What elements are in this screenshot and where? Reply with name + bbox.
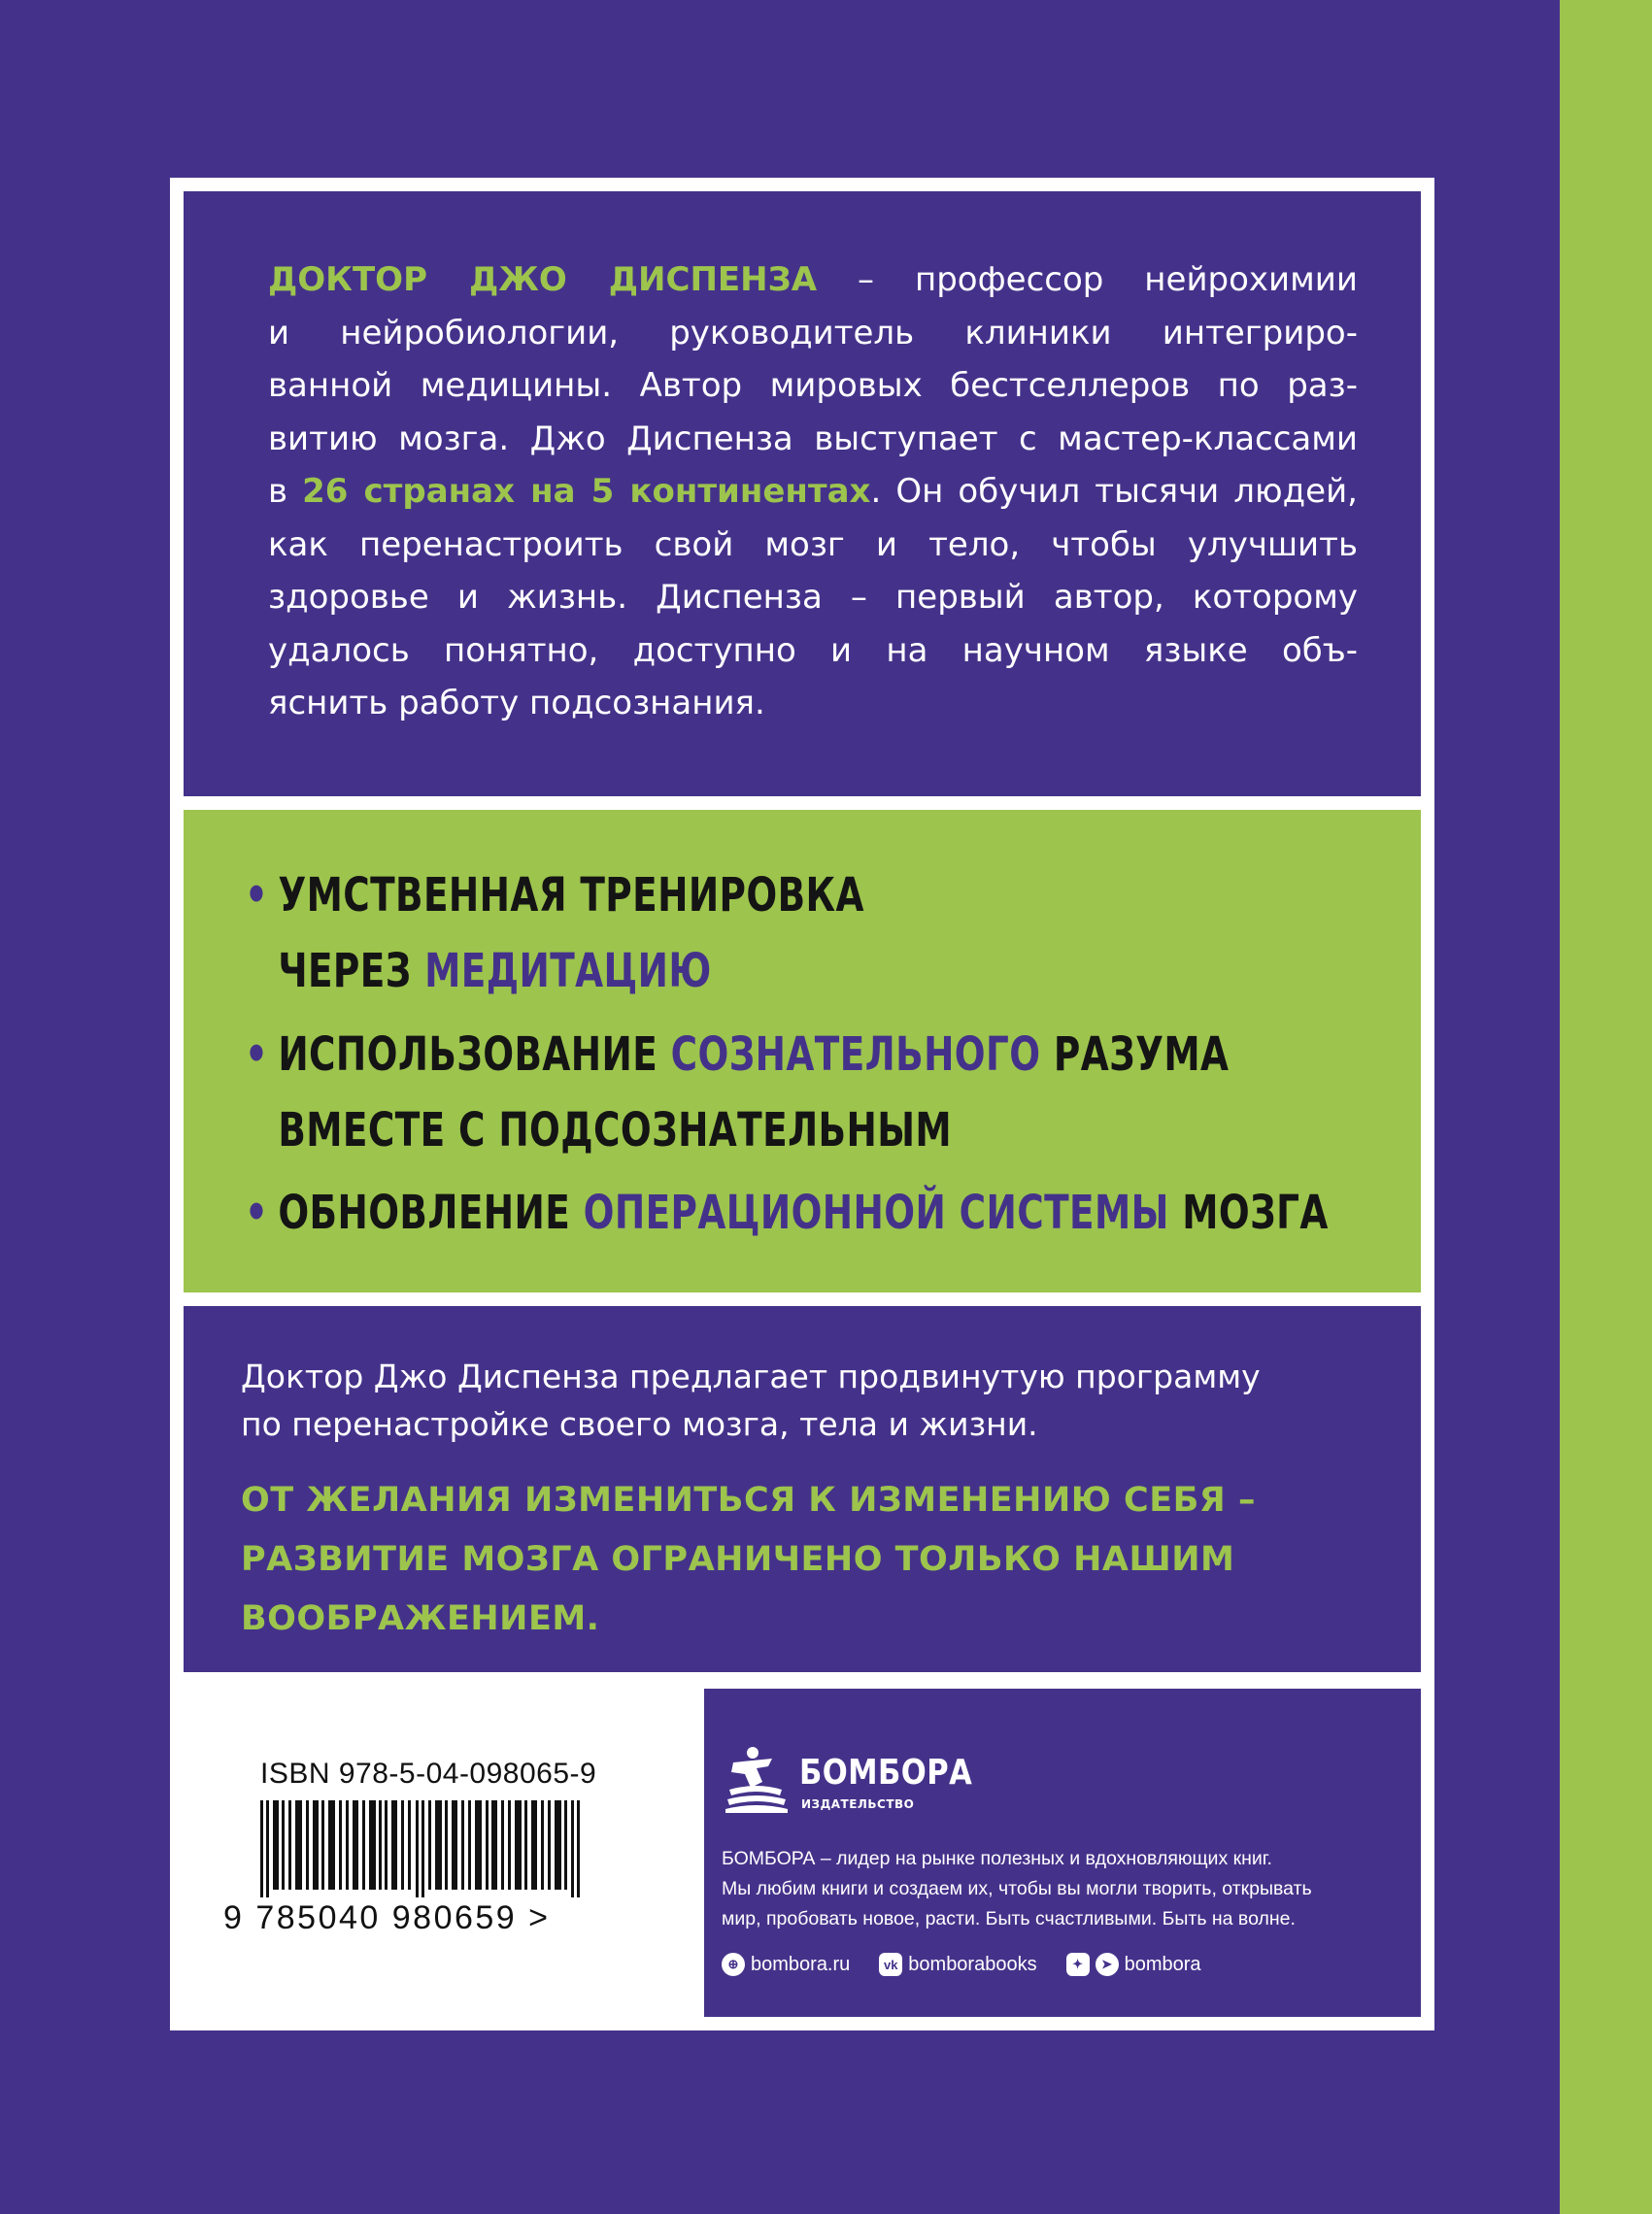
bio-line: и нейробиологии, руководитель клиники интегриро- — [268, 313, 1358, 352]
feature-bullet-2: • ИСПОЛЬЗОВАНИЕ СОЗНАТЕЛЬНОГО РАЗУМА ВМЕСТЕ С ПОДСОЗНАТЕЛЬНЫМ — [245, 1017, 1229, 1168]
publisher-description: БОМБОРА – лидер на рынке полезных и вдохновляющих книг. Мы любим книги и создаем их, чтобы вы могли творить, открывать мир, пробовать новое, расти. Быть счастливыми. Быть на волне. — [722, 1848, 1312, 1929]
barcode — [260, 1800, 649, 1897]
bullet-dot-icon: • — [245, 1186, 269, 1240]
vk-icon: vk — [879, 1953, 902, 1976]
bio-line: удалось понятно, доступно и на научном языке объ- — [268, 630, 1358, 670]
link-telegram[interactable]: ✦ ➤ bombora — [1066, 1953, 1201, 1976]
isbn-label: ISBN 978-5-04-098065-9 — [260, 1758, 597, 1790]
publisher-panel — [704, 1689, 1421, 2017]
barcode-digits: 9 785040 980659 > — [223, 1899, 551, 1936]
bio-line: в 26 странах на 5 континентах. Он обучил тысячи людей, — [268, 472, 1358, 511]
publisher-name: БОМБОРА — [799, 1753, 973, 1793]
publisher-subtitle: ИЗДАТЕЛЬСТВО — [801, 1797, 915, 1811]
features-panel — [184, 810, 1421, 1292]
cover-frame — [170, 178, 1434, 2030]
countries-highlight: 26 странах на 5 континентах — [302, 472, 871, 511]
bio-line: здоровье и жизнь. Диспенза – первый автор, которому — [268, 578, 1358, 617]
bio-line: яснить работу подсознания. — [268, 684, 765, 722]
bullet-dot-icon: • — [245, 1027, 269, 1082]
publisher-links — [722, 1953, 1231, 1976]
author-bio — [268, 253, 1358, 730]
promo-description: Доктор Джо Диспенза предлагает продвинутую программу по перенастройке своего мозга, тела и жизни. — [241, 1358, 1261, 1443]
telegram-icon: ➤ — [1096, 1953, 1119, 1976]
author-bio-panel — [184, 191, 1421, 796]
promo-panel — [184, 1306, 1421, 1672]
sparkle-icon: ✦ — [1066, 1953, 1090, 1976]
author-name: ДОКТОР ДЖО ДИСПЕНЗА — [268, 260, 818, 299]
feature-bullet-1: • УМСТВЕННАЯ ТРЕНИРОВКА ЧЕРЕЗ МЕДИТАЦИЮ — [245, 857, 864, 1009]
bio-line: ДОКТОР ДЖО ДИСПЕНЗА – профессор нейрохимии — [268, 260, 1358, 299]
promo-slogan: ОТ ЖЕЛАНИЯ ИЗМЕНИТЬСЯ К ИЗМЕНЕНИЮ СЕБЯ – РАЗВИТИЕ МОЗГА ОГРАНИЧЕНО ТОЛЬКО НАШИМ ВООБРАЖЕНИЕМ. — [241, 1481, 1256, 1638]
feature-bullet-3: • ОБНОВЛЕНИЕ ОПЕРАЦИОННОЙ СИСТЕМЫ МОЗГА — [245, 1175, 1329, 1251]
spine-strip — [1560, 0, 1652, 2214]
link-website[interactable]: ⊕ bombora.ru — [722, 1953, 850, 1976]
bio-line: ванной медицины. Автор мировых бестселлеров по раз- — [268, 366, 1358, 405]
bio-line: как перенастроить свой мозг и тело, чтобы улучшить — [268, 524, 1358, 564]
bullet-dot-icon: • — [245, 868, 269, 922]
bombora-logo-icon — [724, 1745, 792, 1813]
globe-icon: ⊕ — [722, 1953, 745, 1976]
link-vk[interactable]: vk bomborabooks — [879, 1953, 1036, 1976]
bio-line: витию мозга. Джо Диспенза выступает с мастер-классами — [268, 419, 1358, 458]
